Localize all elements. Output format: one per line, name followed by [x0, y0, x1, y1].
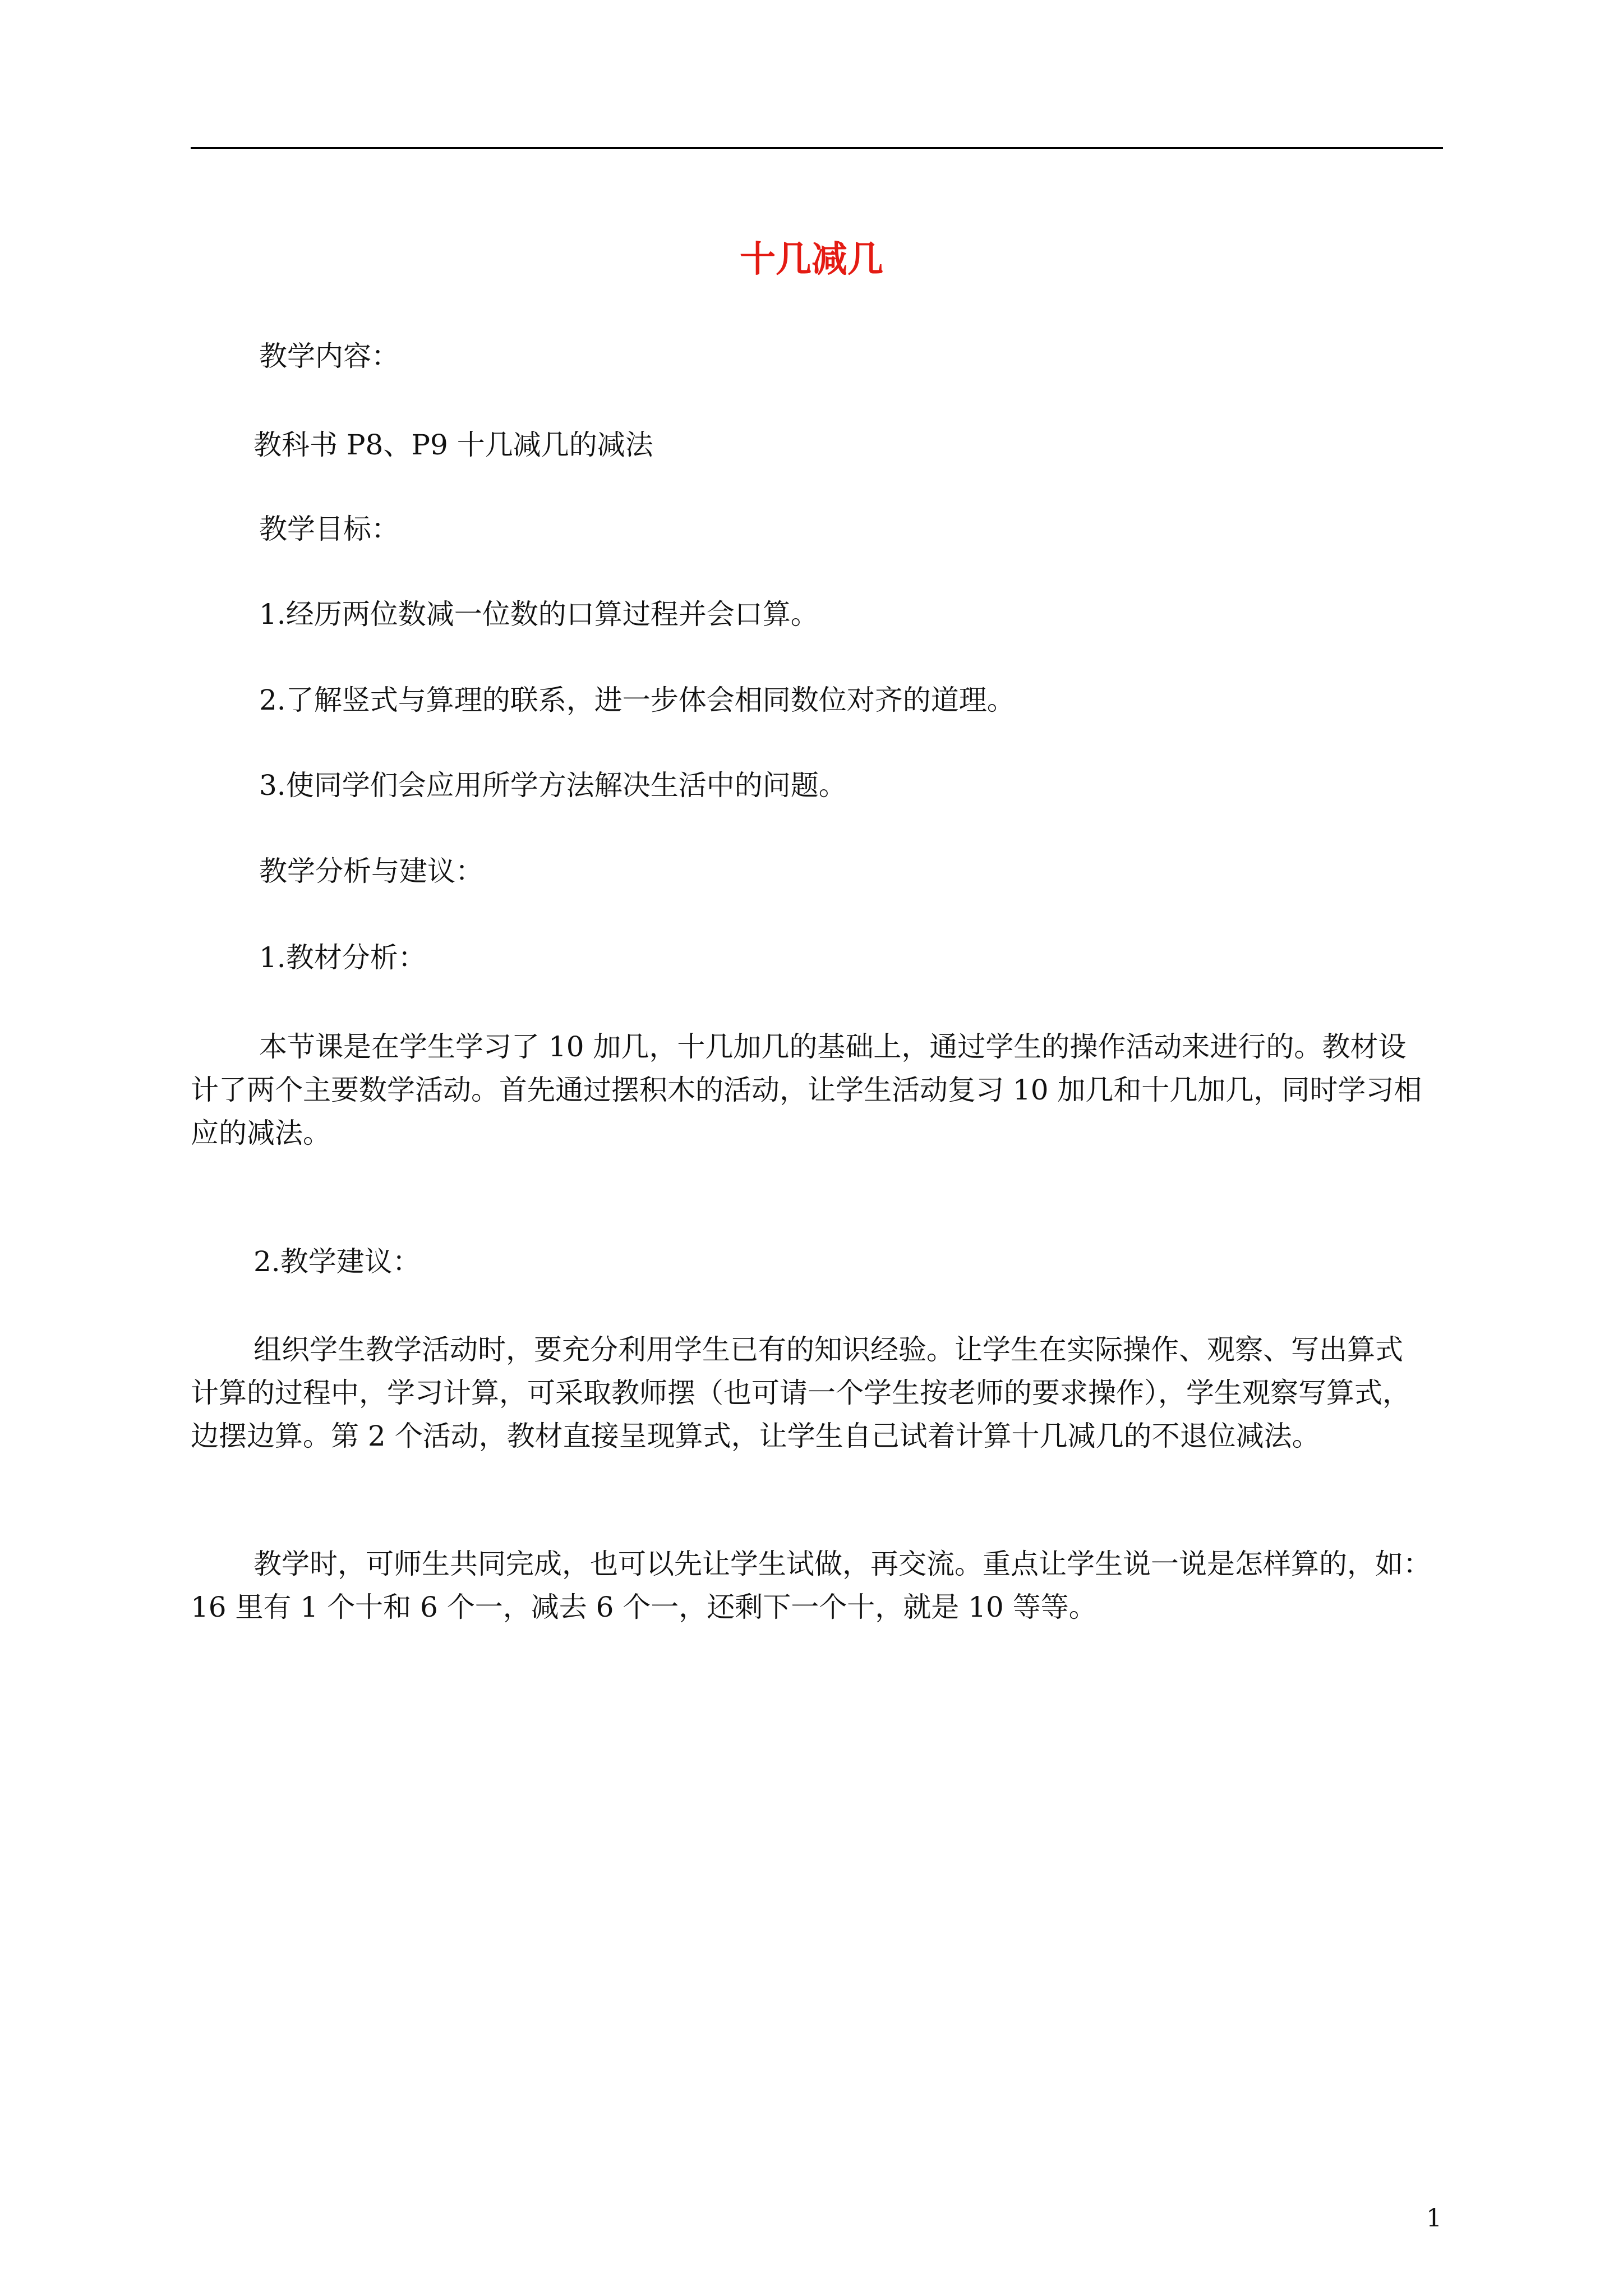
analysis-line-1: 本节课是在学生学习了 10 加几，十几加几的基础上，通过学生的操作活动来进行的。教材设 [259, 1030, 1407, 1063]
content-text: 教科书 P8、P9 十几减几的减法 [253, 429, 653, 461]
analysis-subheading: 1.教材分析： [259, 941, 426, 974]
analysis-line-2: 计了两个主要数学活动。首先通过摆积木的活动，让学生活动复习 10 加几和十几加几，同时学习相 [191, 1074, 1422, 1106]
final-paragraph [191, 1543, 1443, 1629]
document-title: 十几减几 [740, 239, 883, 280]
goals-heading: 教学目标： [259, 513, 399, 545]
goal-2: 2.了解竖式与算理的联系，进一步体会相同数位对齐的道理。 [259, 684, 1015, 716]
analysis-paragraph [191, 1025, 1443, 1155]
goal-1: 1.经历两位数减一位数的口算过程并会口算。 [259, 598, 819, 631]
suggestion-heading: 2.教学建议： [253, 1245, 421, 1278]
goal-3: 3.使同学们会应用所学方法解决生活中的问题。 [259, 769, 847, 802]
suggestion-line-1: 组织学生教学活动时，要充分利用学生已有的知识经验。让学生在实际操作、观察、写出算式 [253, 1333, 1403, 1366]
final-line-2: 16 里有 1 个十和 6 个一，减去 6 个一，还剩下一个十，就是 10 等等。 [191, 1591, 1097, 1623]
final-line-1: 教学时，可师生共同完成，也可以先让学生试做，再交流。重点让学生说一说是怎样算的，如： [253, 1548, 1431, 1580]
analysis-heading: 教学分析与建议： [259, 855, 483, 887]
suggestion-paragraph [191, 1328, 1443, 1458]
header-rule [191, 147, 1443, 149]
suggestion-line-3: 边摆边算。第 2 个活动，教材直接呈现算式，让学生自己试着计算十几减几的不退位减法。 [191, 1420, 1320, 1452]
content-heading: 教学内容： [259, 340, 399, 372]
page-number: 1 [1426, 2204, 1442, 2233]
analysis-line-3: 应的减法。 [191, 1117, 331, 1149]
suggestion-line-2: 计算的过程中，学习计算，可采取教师摆（也可请一个学生按老师的要求操作），学生观察写算式， [191, 1377, 1410, 1409]
